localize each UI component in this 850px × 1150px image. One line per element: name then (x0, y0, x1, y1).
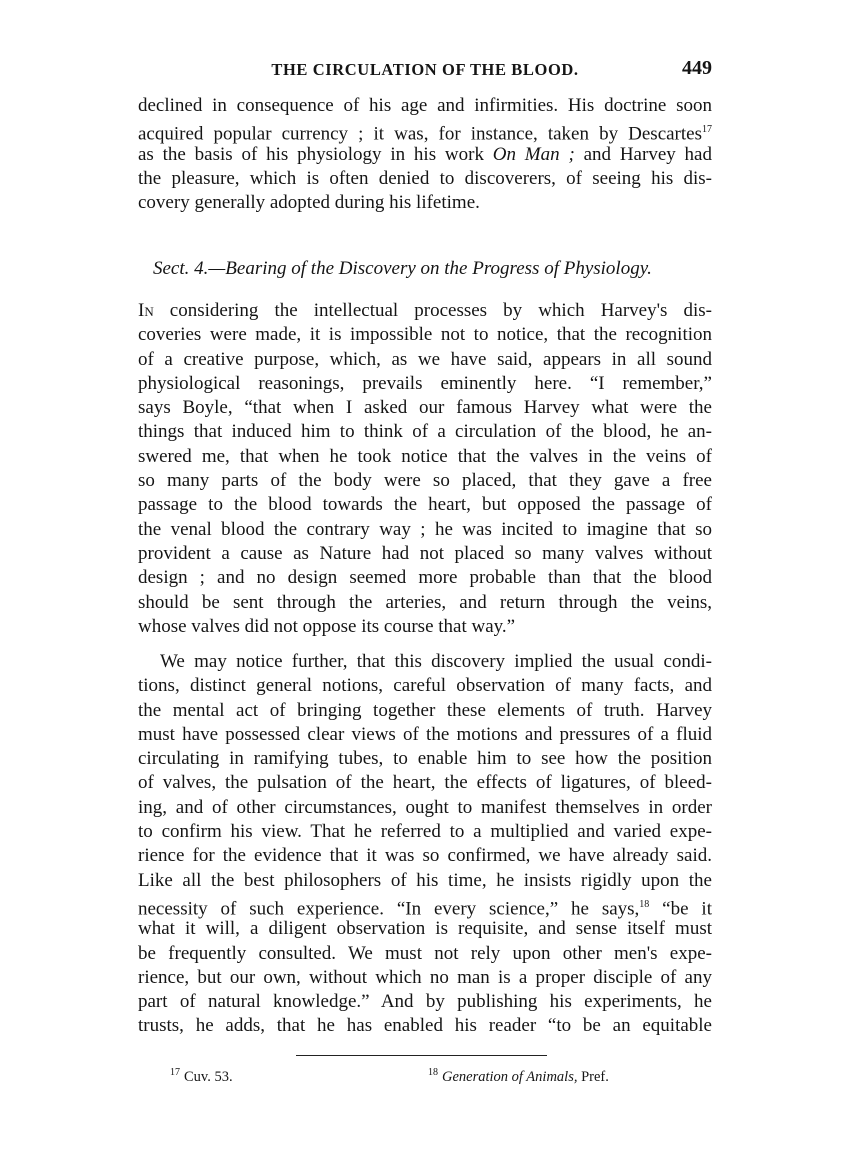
text-line: the pleasure, which is often denied to discoverers, of seeing his dis- (138, 167, 712, 189)
footnote-italic-text: Generation of Animals, (442, 1068, 578, 1085)
footnote-ref-17: 17 (702, 124, 712, 136)
footnote-divider (296, 1055, 547, 1056)
text-line: Like all the best philosophers of his time, he insists rigidly upon the (138, 869, 712, 891)
text-line: the venal blood the contrary way ; he was incited to imagine that so (138, 518, 712, 540)
text-line: provident a cause as Nature had not placed so many valves without (138, 542, 712, 564)
footnote-18 (428, 1067, 609, 1086)
text-line: what it will, a diligent observation is requisite, and sense itself must (138, 918, 712, 940)
text-line: necessity of such experience. “In every science,” he says,$^{18}$ “be it (138, 898, 712, 920)
text-line: of a creative purpose, which, as we have said, appears in all sound (138, 348, 712, 370)
text-line: so many parts of the body were so placed, that they gave a free (138, 470, 712, 492)
text-line: part of natural knowledge.” And by publishing his experiments, he (138, 991, 712, 1013)
footnote-text: Cuv. 53. (184, 1068, 233, 1085)
text-line: swered me, that when he took notice that the valves in the veins of (138, 445, 712, 467)
text-line: whose valves did not oppose its course that way.” (138, 615, 516, 637)
section-title: —Bearing of the Discovery on the Progress of Physiology. (208, 258, 652, 279)
paragraph-2 (138, 299, 712, 639)
section-heading (153, 258, 712, 280)
text-line: trusts, he adds, that he has enabled his reader “to be an equitable (138, 1015, 712, 1037)
text-line: the mental act of bringing together these elements of truth. Harvey (138, 699, 712, 721)
page-number: 449 (682, 57, 712, 79)
text-line: as the basis of his physiology in his work On Man ; and Harvey had (138, 143, 712, 165)
text-line: covery generally adopted during his lifetime. (138, 192, 480, 214)
paragraph-1 (138, 94, 712, 215)
text-line: declined in consequence of his age and infirmities. His doctrine soon (138, 95, 712, 116)
footnote-number: 17 (170, 1067, 180, 1078)
text-line: rience, but our own, without which no man is a proper disciple of any (138, 966, 712, 988)
text-line: be frequently consulted. We must not rely upon other men's expe- (138, 942, 712, 964)
text-line: design ; and no design seemed more probable than that the blood (138, 567, 712, 589)
footnote-number: 18 (428, 1067, 438, 1078)
text-line: circulating in ramifying tubes, to enable him to see how the position (138, 748, 712, 770)
running-title: THE CIRCULATION OF THE BLOOD. (271, 60, 579, 79)
text-line: says Boyle, “that when I asked our famous Harvey what were the (138, 397, 712, 419)
text-line: ing, and of other circumstances, ought to manifest themselves in order (138, 796, 712, 818)
section-label: Sect. 4. (153, 258, 209, 279)
text-line: rience for the evidence that it was so confirmed, we have already said. (138, 845, 712, 867)
italic-title: On Man ; (492, 143, 575, 165)
text-line: of valves, the pulsation of the heart, the effects of ligatures, of bleed- (138, 772, 712, 794)
text-line: physiological reasonings, prevails eminently here. “I remember,” (138, 372, 712, 394)
running-head (138, 57, 712, 84)
text-line: passage to the blood towards the heart, but opposed the passage of (138, 494, 712, 516)
text-line: things that induced him to think of a circulation of the blood, he an- (138, 421, 712, 443)
text-line: tions, distinct general notions, careful observation of many facts, and (138, 675, 712, 697)
footnote-17 (170, 1067, 233, 1086)
paragraph-3 (138, 650, 712, 1039)
text-line: acquired popular currency ; it was, for instance, taken by Descartes$^{17}$ (138, 123, 712, 145)
text-line: coveries were made, it is impossible not to notice, that the recognition (138, 324, 712, 346)
text-line: We may notice further, that this discovery implied the usual condi- (160, 651, 712, 672)
text-line: should be sent through the arteries, and return through the veins, (138, 591, 712, 613)
text-line: to confirm his view. That he referred to a multiplied and varied expe- (138, 821, 712, 843)
footnote-ref-18: 18 (639, 898, 650, 910)
footnote-text: Pref. (577, 1068, 609, 1085)
text-line: must have possessed clear views of the motions and pressures of a fluid (138, 723, 712, 745)
text-line: In considering the intellectual processes by which Harvey's dis- (138, 300, 712, 321)
dropcap-word: In (138, 300, 154, 321)
